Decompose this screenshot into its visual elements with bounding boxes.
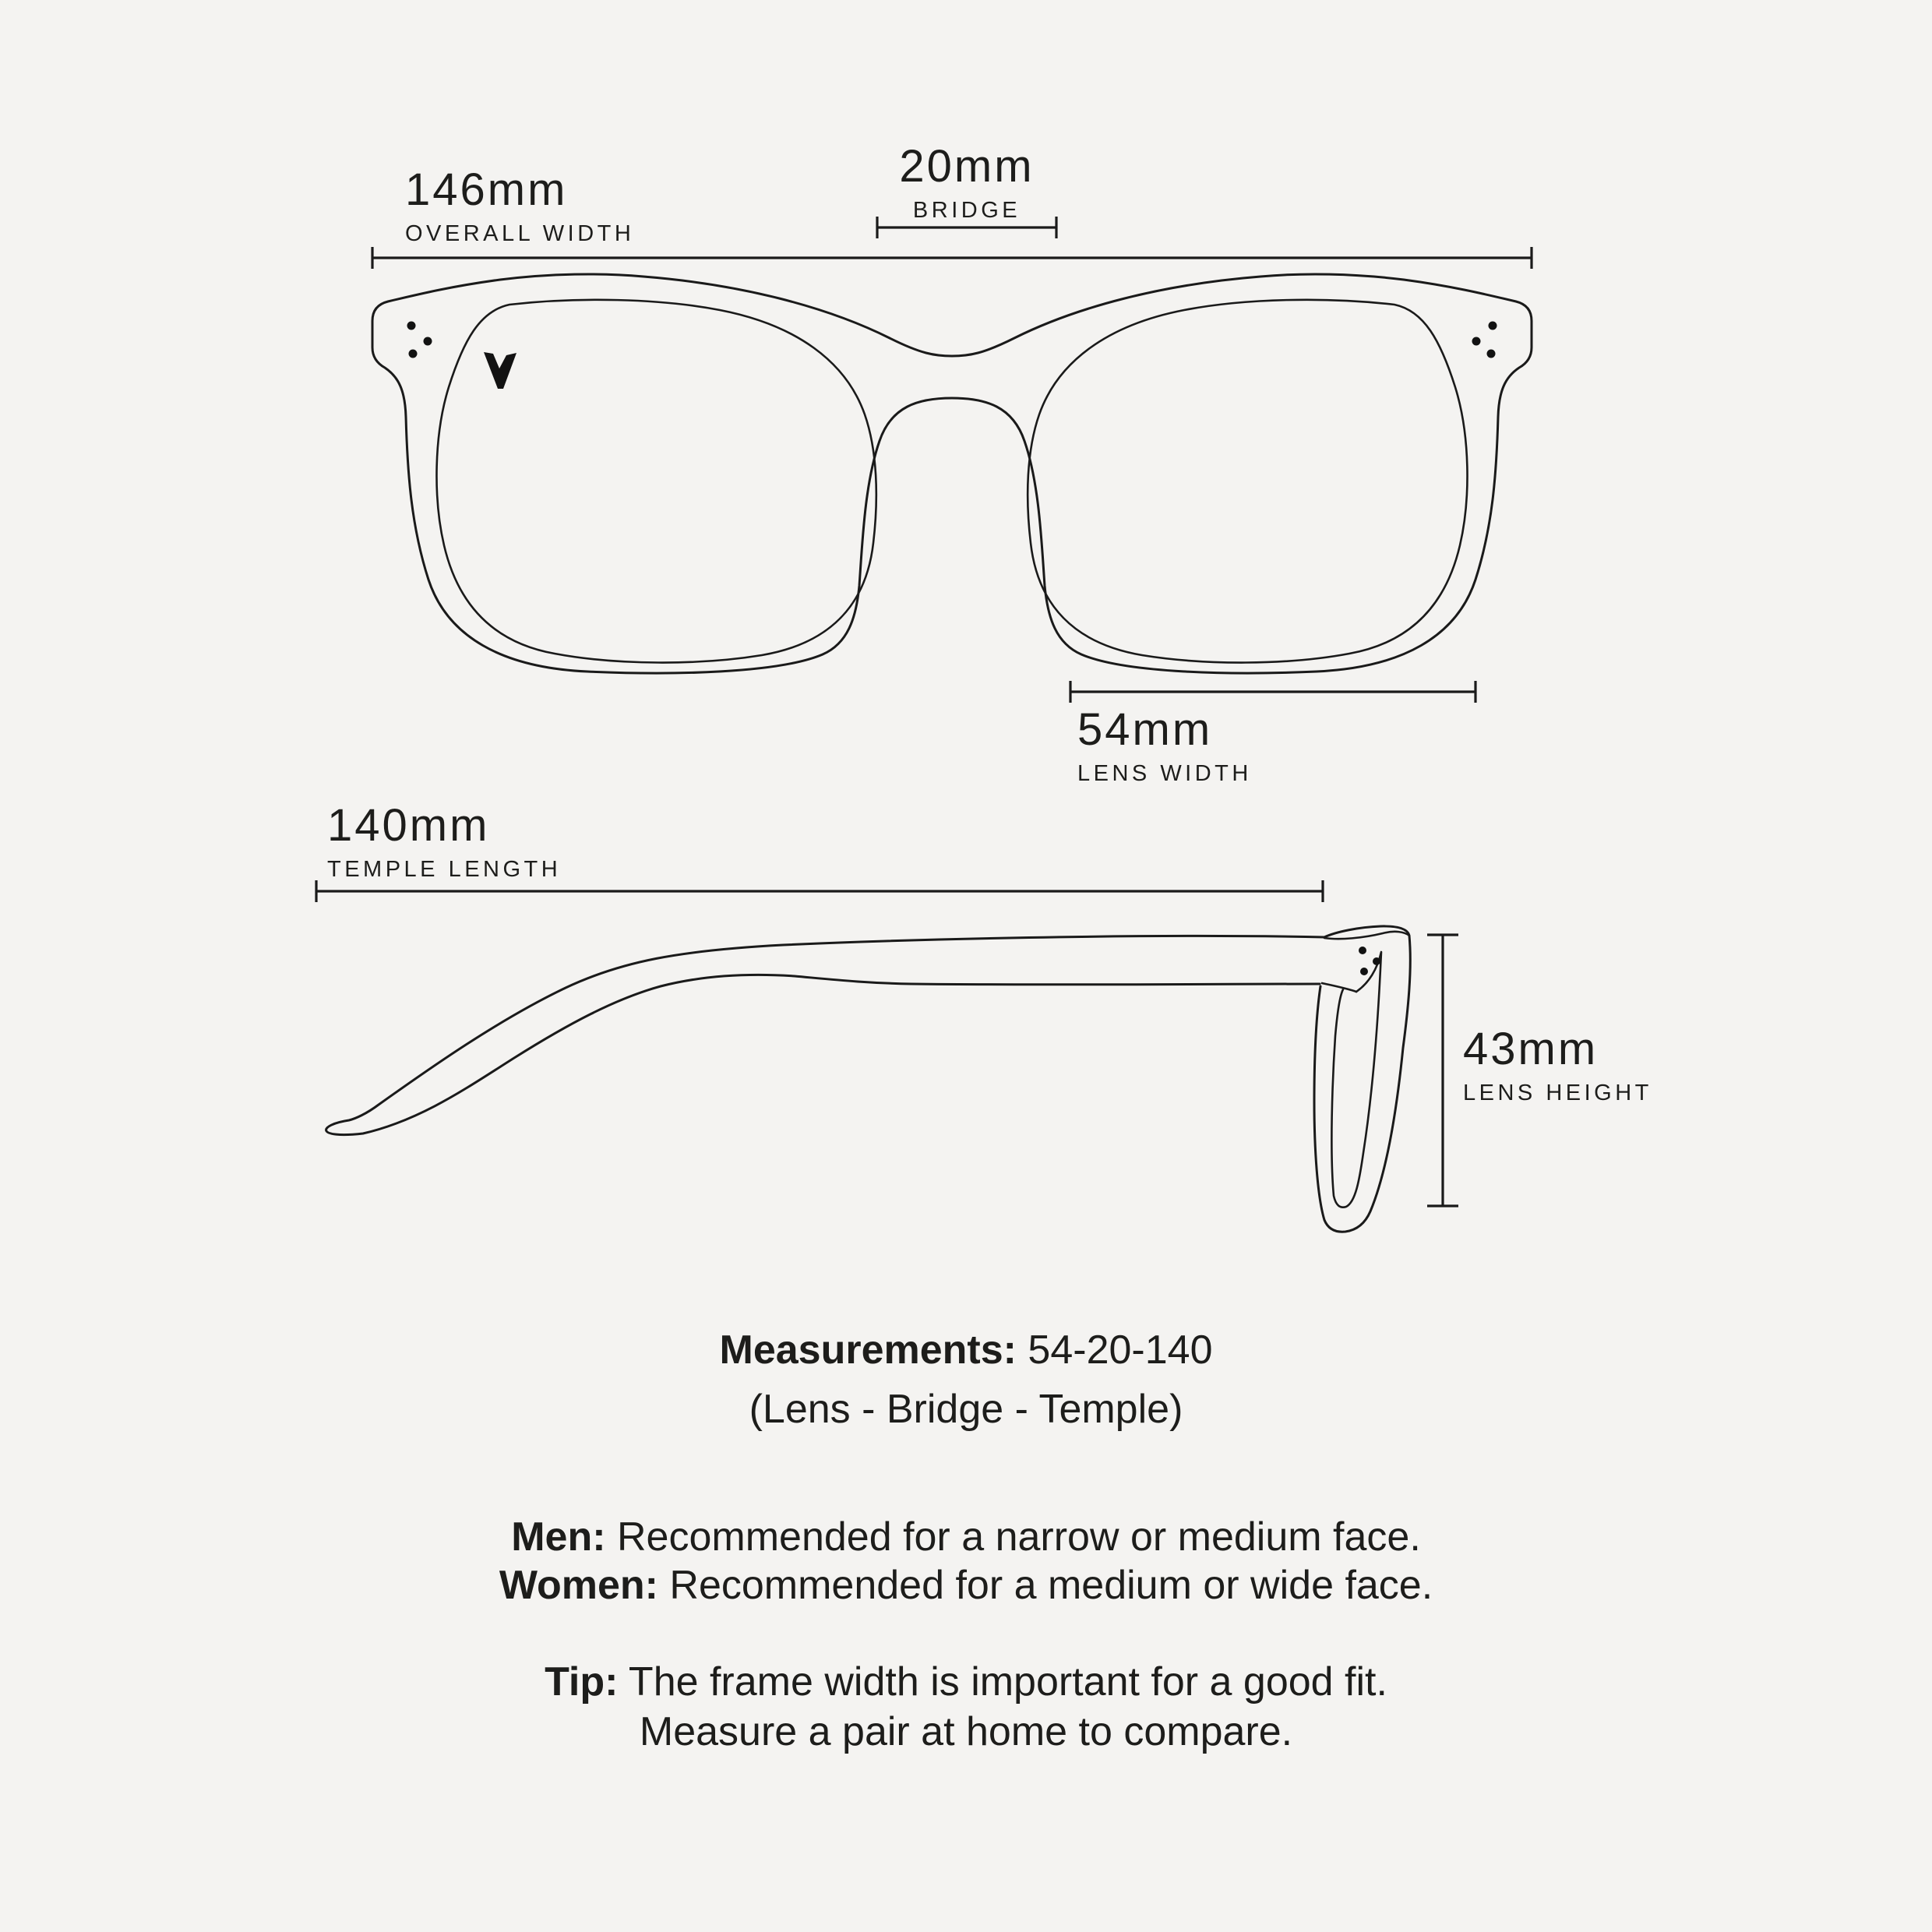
measurements-summary-line xyxy=(0,1327,1932,1374)
glasses-front-view xyxy=(372,274,1532,673)
lens-width-caption: LENS WIDTH xyxy=(1077,760,1252,786)
temple-length-caption: TEMPLE LENGTH xyxy=(327,856,562,882)
temple-length-value: 140mm xyxy=(327,800,490,851)
bridge-caption: BRIDGE xyxy=(912,197,1021,223)
lens-width-label xyxy=(1077,705,1252,787)
side-hinge-rivet-dots xyxy=(1359,947,1380,975)
lens-width-dimension-line xyxy=(1070,681,1475,703)
lens-rim-profile xyxy=(1331,952,1381,1208)
tip-line xyxy=(0,1659,1932,1706)
lens-height-label xyxy=(1463,1024,1652,1106)
overall-width-caption: OVERALL WIDTH xyxy=(405,220,635,246)
temple-length-dimension-line xyxy=(316,880,1323,902)
hinge-block-bottom-edge xyxy=(1322,983,1356,992)
tip-text-line2: Measure a pair at home to compare. xyxy=(639,1709,1293,1754)
lens-height-dimension-line xyxy=(1427,935,1458,1206)
men-prefix: Men: xyxy=(511,1514,606,1560)
bridge-value: 20mm xyxy=(899,141,1035,192)
bridge-label xyxy=(899,142,1034,224)
measurements-summary-caption: (Lens - Bridge - Temple) xyxy=(749,1387,1183,1432)
women-text: Recommended for a medium or wide face. xyxy=(658,1563,1433,1608)
overall-width-value: 146mm xyxy=(405,164,568,215)
lens-height-value: 43mm xyxy=(1463,1024,1599,1074)
measurements-summary-prefix: Measurements: xyxy=(719,1327,1017,1373)
temple-arm-outline xyxy=(326,936,1324,1134)
women-recommendation-line xyxy=(0,1563,1932,1609)
left-lens-aperture xyxy=(436,300,876,663)
overall-width-label xyxy=(405,165,634,247)
men-recommendation-line xyxy=(0,1514,1932,1561)
left-hinge-rivet-dots xyxy=(407,322,432,358)
measurements-summary-value: 54-20-140 xyxy=(1016,1327,1213,1373)
lens-width-value: 54mm xyxy=(1077,704,1213,755)
men-text: Recommended for a narrow or medium face. xyxy=(605,1514,1421,1560)
glasses-side-view xyxy=(326,926,1411,1232)
brand-logo-icon xyxy=(484,352,516,389)
lens-height-caption: LENS HEIGHT xyxy=(1463,1080,1652,1105)
tip-text: The frame width is important for a good fit. xyxy=(618,1659,1387,1705)
women-prefix: Women: xyxy=(499,1563,658,1608)
overall-width-dimension-line xyxy=(372,247,1532,269)
tip-line-2 xyxy=(0,1709,1932,1756)
right-hinge-rivet-dots xyxy=(1472,322,1497,358)
tip-prefix: Tip: xyxy=(545,1659,619,1705)
temple-length-label xyxy=(327,801,561,883)
right-lens-aperture xyxy=(1028,300,1467,663)
front-frame-outline xyxy=(372,274,1532,673)
